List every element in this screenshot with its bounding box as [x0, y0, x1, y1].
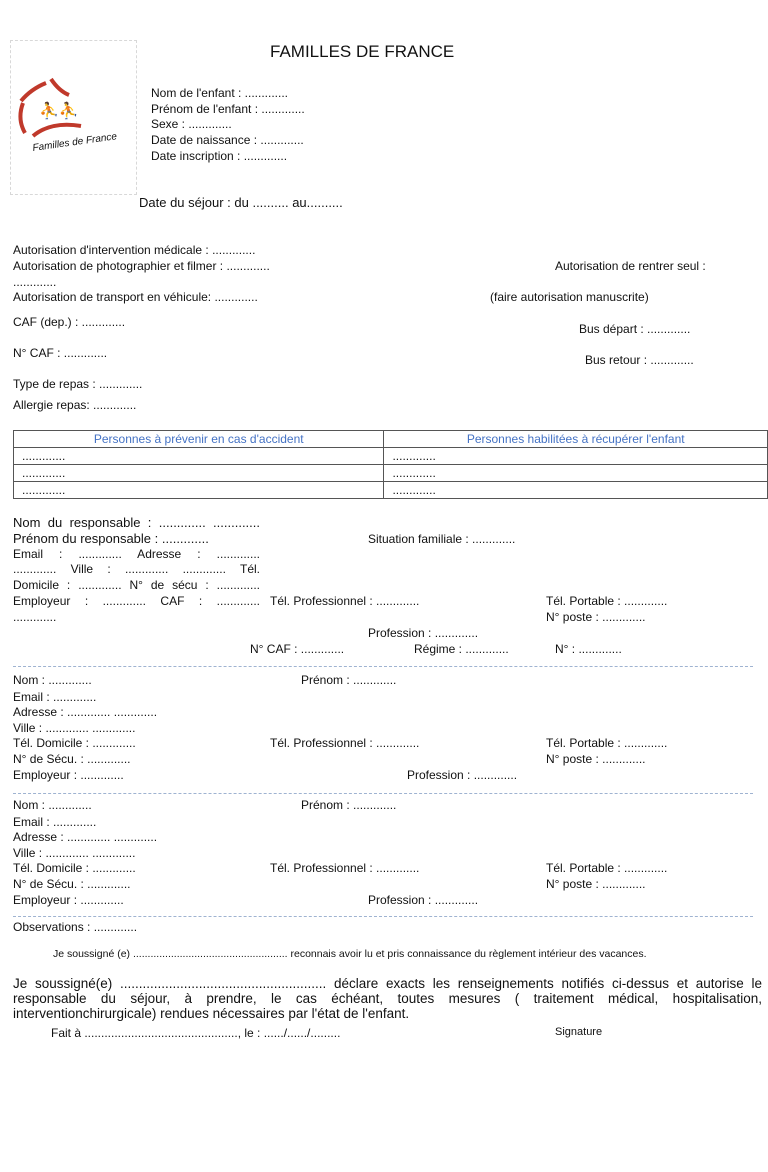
meal-type-field[interactable]: Type de repas : .............	[13, 377, 143, 391]
bus-departure-field[interactable]: Bus départ : .............	[579, 322, 691, 336]
divider	[13, 793, 753, 794]
person3-secu[interactable]: N° de Sécu. : .............	[13, 877, 131, 891]
divider	[13, 916, 753, 917]
table-row	[14, 465, 768, 482]
rules-acknowledgement: Je soussigné (e) ..................................................... reconnais avoir lu et pris connaissance du règlement intérieur des vacances.	[53, 948, 647, 960]
guardian-caf-number[interactable]: N° CAF : .............	[250, 642, 345, 656]
child-firstname-field[interactable]: Prénom de l'enfant : .............	[151, 102, 305, 116]
person2-home-phone[interactable]: Tél. Domicile : .............	[13, 736, 136, 750]
stay-dates-field[interactable]: Date du séjour : du .......... au..........	[139, 195, 343, 210]
person3-firstname[interactable]: Prénom : .............	[301, 798, 397, 812]
person2-extension[interactable]: N° poste : .............	[546, 752, 646, 766]
table-cell[interactable]: .............	[384, 482, 768, 499]
guardian-email-address[interactable]: Email : ............. Adresse : .............	[13, 547, 260, 561]
person2-email[interactable]: Email : .............	[13, 690, 97, 704]
guardian-profession[interactable]: Profession : .............	[368, 626, 479, 640]
person3-extension[interactable]: N° poste : .............	[546, 877, 646, 891]
person2-employer[interactable]: Employeur : .............	[13, 768, 124, 782]
handwritten-note: (faire autorisation manuscrite)	[490, 290, 649, 304]
table-row	[14, 448, 768, 465]
logo	[10, 40, 137, 195]
photo-authorization-field[interactable]: Autorisation de photographier et filmer : .............	[13, 259, 270, 273]
emergency-contacts-header: Personnes à prévenir en cas d'accident	[14, 431, 384, 448]
person3-home-phone[interactable]: Tél. Domicile : .............	[13, 861, 136, 875]
table-cell[interactable]: .............	[14, 465, 384, 482]
meal-allergy-field[interactable]: Allergie repas: .............	[13, 398, 137, 412]
observations-field[interactable]: Observations : .............	[13, 920, 138, 934]
child-sex-field[interactable]: Sexe : .............	[151, 117, 232, 131]
guardian-mobile-phone[interactable]: Tél. Portable : .............	[546, 594, 668, 608]
guardian-name-field[interactable]: Nom du responsable : ............. .............	[13, 515, 260, 530]
transport-authorization-field[interactable]: Autorisation de transport en véhicule: .............	[13, 290, 258, 304]
guardian-work-phone[interactable]: Tél. Professionnel : .............	[270, 594, 420, 608]
svg-text:Familles de France: Familles de France	[31, 131, 118, 154]
page-title: FAMILLES DE FRANCE	[270, 42, 455, 61]
person3-email[interactable]: Email : .............	[13, 815, 97, 829]
person2-firstname[interactable]: Prénom : .............	[301, 673, 397, 687]
guardian-firstname-field[interactable]: Prénom du responsable : .............	[13, 531, 209, 546]
medical-authorization-field[interactable]: Autorisation d'intervention médicale : .............	[13, 243, 256, 257]
person2-work-phone[interactable]: Tél. Professionnel : .............	[270, 736, 420, 750]
caf-number-field[interactable]: N° CAF : .............	[13, 346, 108, 360]
family-situation-field[interactable]: Situation familiale : .............	[368, 532, 516, 546]
table-cell[interactable]: .............	[14, 448, 384, 465]
person2-secu[interactable]: N° de Sécu. : .............	[13, 752, 131, 766]
child-birthdate-field[interactable]: Date de naissance : .............	[151, 133, 304, 147]
return-alone-authorization: Autorisation de rentrer seul :	[555, 259, 706, 273]
table-cell[interactable]: .............	[14, 482, 384, 499]
person3-city[interactable]: Ville : ............. .............	[13, 846, 136, 860]
person2-city[interactable]: Ville : ............. .............	[13, 721, 136, 735]
person3-employer[interactable]: Employeur : .............	[13, 893, 124, 907]
svg-text:⛹⛹: ⛹⛹	[39, 103, 79, 120]
table-cell[interactable]: .............	[384, 465, 768, 482]
guardian-extra-dots: .............	[13, 610, 57, 624]
caf-dep-field[interactable]: CAF (dep.) : .............	[13, 315, 126, 329]
guardian-phone-secu[interactable]: Domicile : ............. N° de sécu : .............	[13, 578, 260, 592]
photo-authorization-dots: .............	[13, 275, 57, 289]
declaration-text: Je soussigné(e) ....................................................... déclare exacts les renseignements notifiés ci-dessus et autorise le responsable du séjour, à prendre, le cas échéant, toutes mesures ( traitement médical, hospitalisation, interventionchirurgicale) rendues nécessaires par l'état de l'enfant.	[13, 976, 762, 1021]
guardian-city[interactable]: ............. Ville : ............. ............. Tél.	[13, 562, 260, 576]
person3-work-phone[interactable]: Tél. Professionnel : .............	[270, 861, 420, 875]
guardian-extension[interactable]: N° poste : .............	[546, 610, 646, 624]
guardian-regime[interactable]: Régime : .............	[414, 642, 509, 656]
person2-mobile[interactable]: Tél. Portable : .............	[546, 736, 668, 750]
contacts-table	[13, 430, 768, 499]
signature-label: Signature	[555, 1026, 603, 1038]
guardian-employer-caf[interactable]: Employeur : ............. CAF : .............	[13, 594, 260, 608]
person3-profession[interactable]: Profession : .............	[368, 893, 479, 907]
divider	[13, 666, 753, 667]
person3-mobile[interactable]: Tél. Portable : .............	[546, 861, 668, 875]
person2-address[interactable]: Adresse : ............. .............	[13, 705, 158, 719]
table-cell[interactable]: .............	[384, 448, 768, 465]
bus-return-field[interactable]: Bus retour : .............	[585, 353, 694, 367]
person2-name[interactable]: Nom : .............	[13, 673, 92, 687]
person2-profession[interactable]: Profession : .............	[407, 768, 518, 782]
table-row	[14, 482, 768, 499]
place-date-field[interactable]: Fait à .............................................., le : ....../....../.........	[51, 1026, 341, 1040]
guardian-number[interactable]: N° : .............	[555, 642, 622, 656]
pickup-persons-header: Personnes habilitées à récupérer l'enfant	[384, 431, 768, 448]
person3-name[interactable]: Nom : .............	[13, 798, 92, 812]
inscription-date-field[interactable]: Date inscription : .............	[151, 149, 288, 163]
child-name-field[interactable]: Nom de l'enfant : .............	[151, 86, 289, 100]
person3-address[interactable]: Adresse : ............. .............	[13, 830, 158, 844]
